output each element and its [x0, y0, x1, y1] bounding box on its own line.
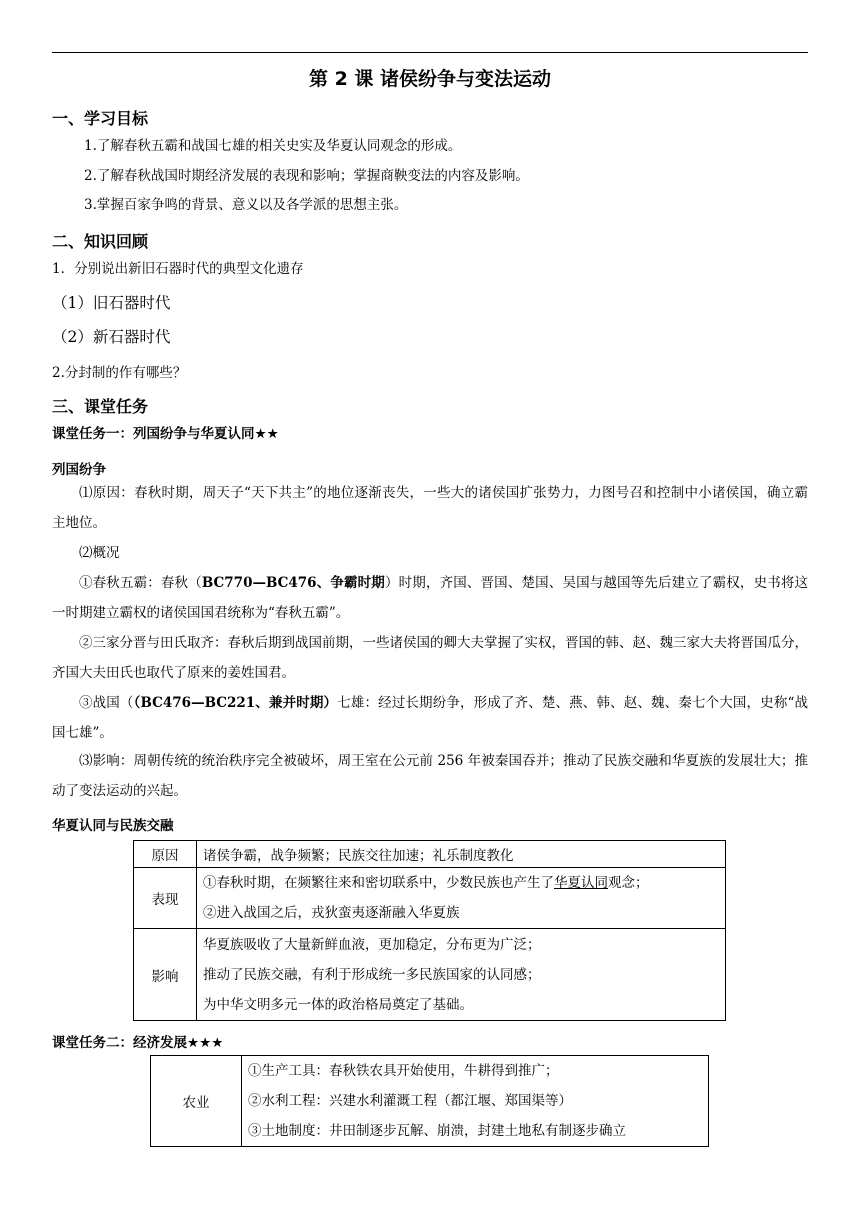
- row-content-influence: 华夏族吸收了大量新鲜血液，更加稳定，分布更为广泛； 推动了民族交融，有利于形成统一多民族国家的认同感； 为中华文明多元一体的政治格局奠定了基础。: [197, 929, 726, 1021]
- header-rule: [52, 52, 808, 53]
- paragraph-cause: ⑴原因：春秋时期，周天子“天下共主”的地位逐渐丧失，一些大的诸侯国扩张势力，力图号召和控制中小诸侯国，确立霸主地位。: [52, 485, 808, 531]
- paragraph-overview: ⑵概况: [79, 545, 120, 561]
- paragraph-three-families: ②三家分晋与田氏取齐：春秋后期到战国前期，一些诸侯国的卿大夫掌握了实权，晋国的韩、赵、魏三家大夫将晋国瓜分，齐国大夫田氏也取代了原来的姜姓国君。: [52, 635, 808, 681]
- huaxia-identity-table: [133, 840, 726, 1021]
- review-question-1: 1．分别说出新旧石器时代的典型文化遗存: [52, 261, 304, 277]
- row-label-influence: 影响: [134, 929, 197, 1021]
- paragraph-seven-states: ③战国（（BC476—BC221、兼并时期）七雄：经过长期纷争，形成了齐、楚、燕、韩、赵、魏、秦七个大国，史称“战国七雄”。: [52, 695, 809, 741]
- row-content-cause: 诸侯争霸，战争频繁；民族交往加速；礼乐制度教化: [197, 841, 726, 868]
- table-row: [134, 929, 726, 1021]
- subheading-huaxia-identity: 华夏认同与民族交融: [52, 818, 174, 834]
- table-row: [134, 868, 726, 929]
- paragraph-five-hegemons: ①春秋五霸：春秋（BC770—BC476、争霸时期）时期，齐国、晋国、楚国、吴国与越国等先后建立了霸权，史书将这一时期建立霸权的诸侯国国君统称为“春秋五霸”。: [52, 575, 809, 621]
- review-answer-1b: （2）新石器时代: [52, 328, 171, 346]
- row-label-manifestation: 表现: [134, 868, 197, 929]
- row-label-cause: 原因: [134, 841, 197, 868]
- review-question-2: 2.分封制的作有哪些？: [52, 365, 187, 381]
- review-answer-1a: （1）旧石器时代: [52, 294, 171, 312]
- row-label-agriculture: 农业: [151, 1056, 242, 1147]
- goal-item-3: 3.掌握百家争鸣的背景、意义以及各学派的思想主张。: [84, 197, 408, 213]
- task-2-heading: 课堂任务二：经济发展★★★: [52, 1035, 224, 1051]
- table-row: [151, 1056, 709, 1147]
- section-heading-review: 二、知识回顾: [52, 232, 149, 251]
- goal-item-2: 2.了解春秋战国时期经济发展的表现和影响；掌握商鞅变法的内容及影响。: [84, 168, 529, 184]
- table-row: [134, 841, 726, 868]
- task-1-heading: 课堂任务一：列国纷争与华夏认同★★: [52, 426, 279, 442]
- page-title: 第 2 课 诸侯纷争与变法运动: [308, 68, 552, 90]
- row-content-agriculture: ①生产工具：春秋铁农具开始使用，牛耕得到推广； ②水利工程：兴建水利灌溉工程（都江堰、郑国渠等） ③土地制度：井田制逐步瓦解、崩溃，封建土地私有制逐步确立: [242, 1056, 709, 1147]
- section-heading-tasks: 三、课堂任务: [52, 397, 149, 416]
- row-content-manifestation: ①春秋时期，在频繁往来和密切联系中，少数民族也产生了华夏认同观念； ②进入战国之后，戎狄蛮夷逐渐融入华夏族: [197, 868, 726, 929]
- subheading-states-rivalry: 列国纷争: [52, 462, 106, 478]
- section-heading-goals: 一、学习目标: [52, 109, 149, 128]
- goal-item-1: 1.了解春秋五霸和战国七雄的相关史实及华夏认同观念的形成。: [84, 138, 462, 154]
- economy-table: [150, 1055, 709, 1147]
- paragraph-impact: ⑶影响：周朝传统的统治秩序完全被破坏，周王室在公元前 256 年被秦国吞并；推动了民族交融和华夏族的发展壮大；推动了变法运动的兴起。: [52, 753, 808, 799]
